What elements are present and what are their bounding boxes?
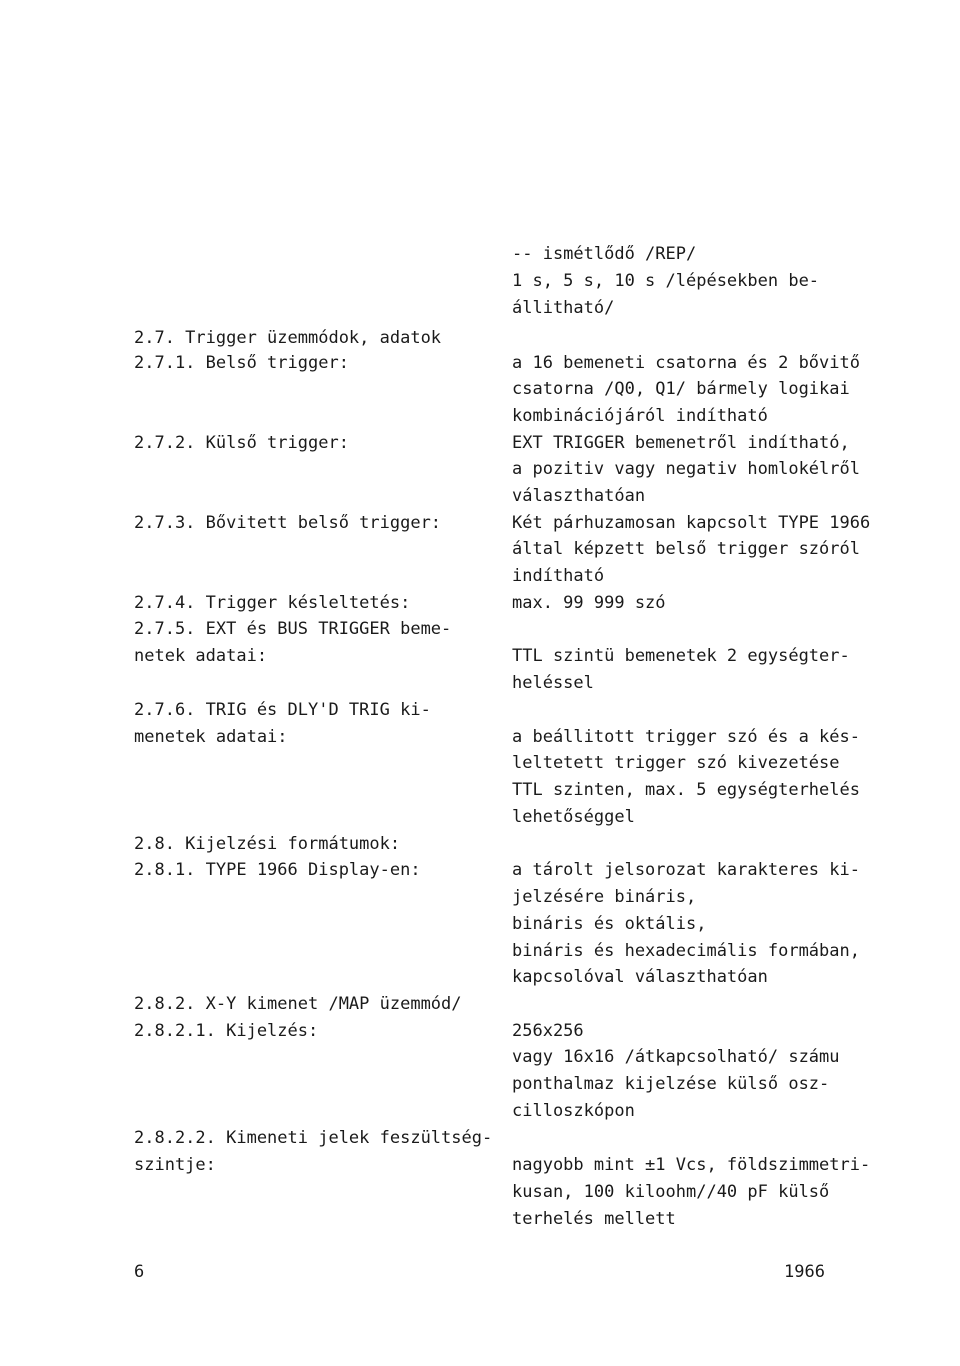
spec-value: a pozitiv vagy negativ homlokélről — [512, 459, 860, 479]
spec-value: TTL szinten, max. 5 egységterhelés — [512, 780, 860, 800]
top-right-line: 1 s, 5 s, 10 s /lépésekben be- — [512, 271, 820, 291]
spec-value: csatorna /Q0, Q1/ bármely logikai — [512, 379, 850, 399]
type-number: 1966 — [784, 1262, 825, 1282]
spec-label: 2.7.4. Trigger késleltetés: — [134, 593, 411, 613]
spec-value: max. 99 999 szó — [512, 593, 666, 613]
spec-value: terhelés mellett — [512, 1209, 676, 1229]
spec-label: 2.8.2.2. Kimeneti jelek feszültség- — [134, 1128, 493, 1148]
spec-label: 2.8.2.1. Kijelzés: — [134, 1021, 319, 1041]
spec-value: cilloszkópon — [512, 1101, 635, 1121]
spec-value: választhatóan — [512, 486, 646, 506]
spec-label: 2.8. Kijelzési formátumok: — [134, 834, 401, 854]
spec-label: 2.7.3. Bővitett belső trigger: — [134, 513, 442, 533]
spec-value: leltetett trigger szó kivezetése — [512, 753, 840, 773]
top-right-line: -- ismétlődő /REP/ — [512, 244, 697, 264]
spec-label: szintje: — [134, 1155, 216, 1175]
spec-value: bináris és hexadecimális formában, — [512, 941, 860, 961]
spec-value: indítható — [512, 566, 605, 586]
spec-label: 2.7.6. TRIG és DLY'D TRIG ki- — [134, 700, 431, 720]
spec-value: lehetőséggel — [512, 807, 635, 827]
spec-value: bináris és oktális, — [512, 914, 707, 934]
spec-value: 256x256 — [512, 1021, 584, 1041]
spec-value: Két párhuzamosan kapcsolt TYPE 1966 — [512, 513, 871, 533]
spec-label: netek adatai: — [134, 646, 268, 666]
spec-label: 2.8.1. TYPE 1966 Display-en: — [134, 860, 421, 880]
spec-value: a tárolt jelsorozat karakteres ki- — [512, 860, 860, 880]
spec-value: vagy 16x16 /átkapcsolható/ számu — [512, 1047, 840, 1067]
top-right-line: állitható/ — [512, 298, 615, 318]
spec-value: ponthalmaz kijelzése külső osz- — [512, 1074, 830, 1094]
spec-label: 2.7.2. Külső trigger: — [134, 433, 349, 453]
spec-label: 2.7.1. Belső trigger: — [134, 353, 349, 373]
spec-value: kapcsolóval választhatóan — [512, 967, 768, 987]
spec-value: kusan, 100 kiloohm//40 pF külső — [512, 1182, 830, 1202]
spec-label: menetek adatai: — [134, 727, 288, 747]
page-number: 6 — [134, 1262, 145, 1282]
spec-value: a 16 bemeneti csatorna és 2 bővitő — [512, 353, 860, 373]
spec-value: által képzett belső trigger szóról — [512, 539, 860, 559]
spec-label: 2.7. Trigger üzemmódok, adatok — [134, 328, 442, 348]
spec-label: 2.7.5. EXT és BUS TRIGGER beme- — [134, 619, 452, 639]
spec-value: TTL szintü bemenetek 2 egységter- — [512, 646, 850, 666]
spec-label: 2.8.2. X-Y kimenet /MAP üzemmód/ — [134, 994, 462, 1014]
spec-value: a beállitott trigger szó és a kés- — [512, 727, 860, 747]
spec-value: kombinációjáról indítható — [512, 406, 768, 426]
spec-value: heléssel — [512, 673, 594, 693]
spec-value: nagyobb mint ±1 Vcs, földszimmetri- — [512, 1155, 871, 1175]
spec-value: jelzésére bináris, — [512, 887, 697, 907]
spec-value: EXT TRIGGER bemenetről indítható, — [512, 433, 850, 453]
